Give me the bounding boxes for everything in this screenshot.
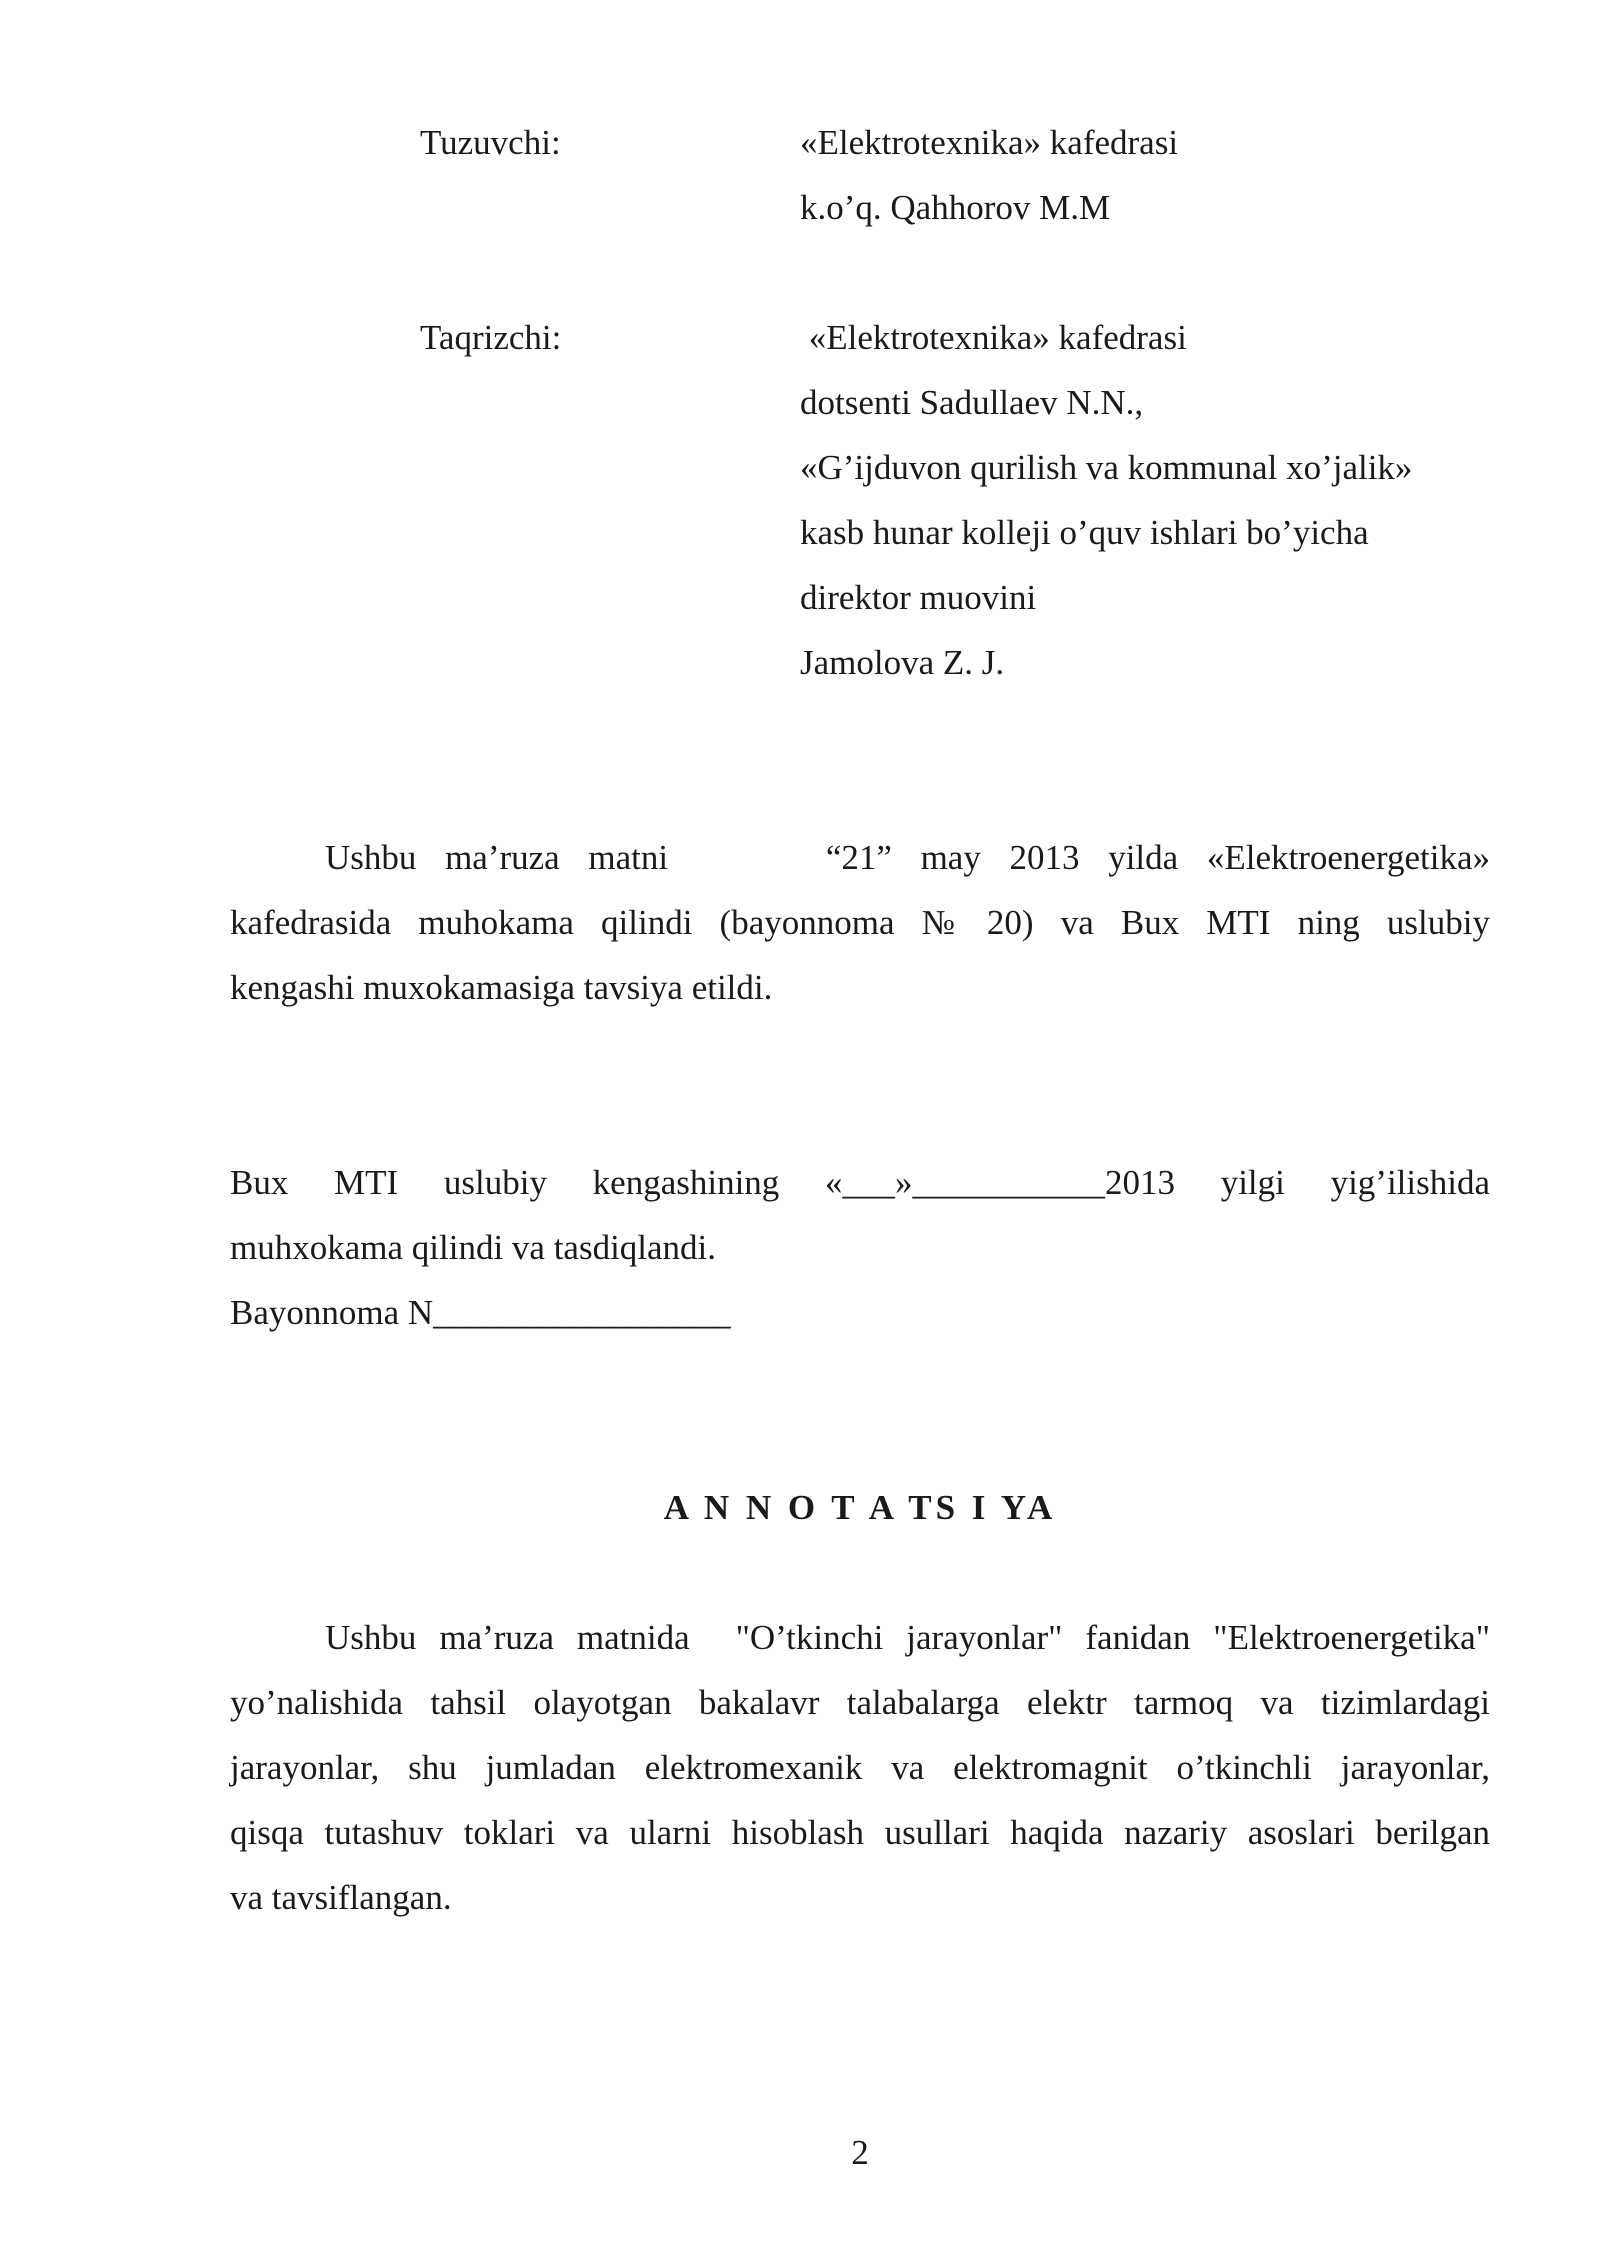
reviewer-line: direktor muovini bbox=[800, 578, 1037, 617]
annotation-line: Ushbu ma’ruza matnida "O’tkinchi jarayonlar" fanidan "Elektroenergetika" bbox=[325, 1618, 1490, 1657]
protocol-number-line: Bayonnoma N_________________ bbox=[230, 1293, 731, 1332]
compiler-label: Tuzuvchi: bbox=[420, 123, 561, 162]
annotation-line: qisqa tutashuv toklari va ularni hisoblash usullari haqida nazariy asoslari berilgan bbox=[230, 1813, 1490, 1852]
reviewer-line: dotsenti Sadullaev N.N., bbox=[800, 383, 1144, 422]
approval-line: Bux MTI uslubiy kengashining «___»___________2013 yilgi yig’ilishida bbox=[230, 1163, 1490, 1202]
reviewer-label: Taqrizchi: bbox=[420, 318, 562, 357]
approval-paragraph bbox=[230, 1150, 1490, 1345]
discussion-line: kengashi muxokamasiga tavsiya etildi. bbox=[230, 968, 773, 1007]
reviewer-line: kasb hunar kolleji o’quv ishlari bo’yicha bbox=[800, 513, 1369, 552]
reviewer-line: «Elektrotexnika» kafedrasi bbox=[800, 318, 1187, 357]
compiler-line: «Elektrotexnika» kafedrasi bbox=[800, 123, 1179, 162]
annotation-line: va tavsiflangan. bbox=[230, 1878, 452, 1917]
compiler-details bbox=[800, 110, 1178, 240]
discussion-line: Ushbu ma’ruza matni “21” may 2013 yilda «Elektroenergetika» bbox=[325, 838, 1490, 877]
reviewer-line: Jamolova Z. J. bbox=[800, 643, 1005, 682]
annotation-line: yo’nalishida tahsil olayotgan bakalavr talabalarga elektr tarmoq va tizimlardagi bbox=[230, 1683, 1490, 1722]
page-number: 2 bbox=[851, 2133, 869, 2172]
annotation-line: jarayonlar, shu jumladan elektromexanik va elektromagnit o’tkinchli jarayonlar, bbox=[230, 1748, 1490, 1787]
discussion-paragraph bbox=[230, 825, 1490, 1020]
annotation-heading: A N N O T A TS I YA bbox=[663, 1488, 1057, 1527]
reviewer-details bbox=[800, 305, 1412, 695]
discussion-line: kafedrasida muhokama qilindi (bayonnoma № 20) va Bux MTI ning uslubiy bbox=[230, 903, 1490, 942]
annotation-paragraph bbox=[230, 1605, 1490, 1930]
compiler-line: k.o’q. Qahhorov M.M bbox=[800, 188, 1111, 227]
approval-line: muhxokama qilindi va tasdiqlandi. bbox=[230, 1228, 717, 1267]
reviewer-line: «G’ijduvon qurilish va kommunal xo’jalik» bbox=[800, 448, 1413, 487]
